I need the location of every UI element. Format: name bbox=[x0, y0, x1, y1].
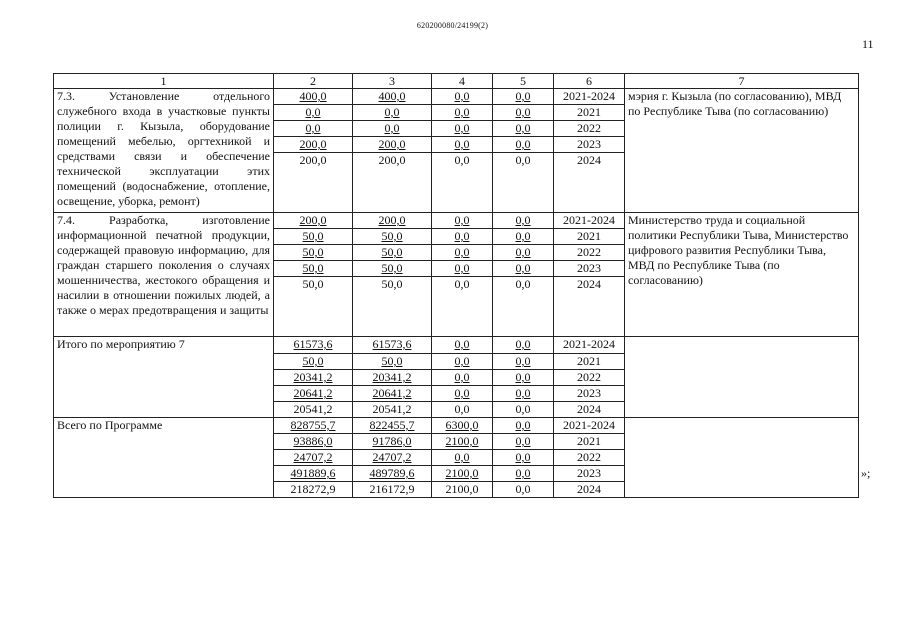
value-cell: 0,0 bbox=[493, 370, 554, 386]
value-cell: 0,0 bbox=[432, 261, 493, 277]
value-cell: 0,0 bbox=[493, 229, 554, 245]
period-cell: 2021 bbox=[554, 434, 625, 450]
value-cell: 0,0 bbox=[493, 450, 554, 466]
page-number: 11 bbox=[862, 37, 874, 51]
value-cell: 20641,2 bbox=[353, 386, 432, 402]
period-cell: 2023 bbox=[554, 261, 625, 277]
value-cell: 61573,6 bbox=[274, 337, 353, 354]
value-cell: 20641,2 bbox=[274, 386, 353, 402]
period-cell: 2023 bbox=[554, 137, 625, 153]
period-cell: 2023 bbox=[554, 386, 625, 402]
value-cell: 216172,9 bbox=[353, 482, 432, 498]
value-cell: 0,0 bbox=[432, 229, 493, 245]
value-cell: 0,0 bbox=[432, 337, 493, 354]
header-cell: 4 bbox=[432, 74, 493, 89]
value-cell: 50,0 bbox=[274, 229, 353, 245]
value-cell: 0,0 bbox=[432, 402, 493, 418]
value-cell: 20341,2 bbox=[274, 370, 353, 386]
value-cell: 50,0 bbox=[353, 354, 432, 370]
value-cell: 200,0 bbox=[353, 213, 432, 229]
value-cell: 20541,2 bbox=[274, 402, 353, 418]
period-cell: 2024 bbox=[554, 482, 625, 498]
header-cell: 3 bbox=[353, 74, 432, 89]
value-cell: 400,0 bbox=[353, 89, 432, 105]
period-cell: 2022 bbox=[554, 450, 625, 466]
value-cell: 50,0 bbox=[353, 245, 432, 261]
value-cell: 2100,0 bbox=[432, 482, 493, 498]
value-cell: 200,0 bbox=[274, 213, 353, 229]
measure-7-4-executor: Министерство труда и социальной политики Республики Тыва, Министерство цифрового развития Республики Тыва, МВД по Республике Тыва (по согласованию) bbox=[625, 213, 859, 337]
value-cell: 0,0 bbox=[493, 245, 554, 261]
value-cell: 2100,0 bbox=[432, 434, 493, 450]
value-cell: 0,0 bbox=[493, 482, 554, 498]
value-cell: 0,0 bbox=[432, 277, 493, 337]
value-cell: 50,0 bbox=[274, 261, 353, 277]
table-row bbox=[54, 418, 859, 434]
period-cell: 2021-2024 bbox=[554, 89, 625, 105]
value-cell: 0,0 bbox=[493, 105, 554, 121]
value-cell: 20341,2 bbox=[353, 370, 432, 386]
period-cell: 2021-2024 bbox=[554, 337, 625, 354]
table-row bbox=[54, 213, 859, 229]
program-total-label: Всего по Программе bbox=[54, 418, 274, 498]
value-cell: 0,0 bbox=[493, 337, 554, 354]
value-cell: 0,0 bbox=[274, 105, 353, 121]
header-row bbox=[54, 74, 859, 89]
period-cell: 2024 bbox=[554, 402, 625, 418]
value-cell: 0,0 bbox=[432, 354, 493, 370]
value-cell: 0,0 bbox=[432, 89, 493, 105]
value-cell: 91786,0 bbox=[353, 434, 432, 450]
value-cell: 93886,0 bbox=[274, 434, 353, 450]
value-cell: 822455,7 bbox=[353, 418, 432, 434]
document-id: 620200080/24199(2) bbox=[416, 21, 489, 30]
value-cell: 0,0 bbox=[493, 418, 554, 434]
period-cell: 2024 bbox=[554, 153, 625, 213]
header-cell: 6 bbox=[554, 74, 625, 89]
measure-7-3-executor: мэрия г. Кызыла (по согласованию), МВД по Республике Тыва (по согласованию) bbox=[625, 89, 859, 213]
value-cell: 2100,0 bbox=[432, 466, 493, 482]
value-cell: 50,0 bbox=[353, 229, 432, 245]
value-cell: 0,0 bbox=[493, 153, 554, 213]
value-cell: 0,0 bbox=[493, 121, 554, 137]
value-cell: 200,0 bbox=[353, 137, 432, 153]
value-cell: 24707,2 bbox=[274, 450, 353, 466]
header-cell: 7 bbox=[625, 74, 859, 89]
period-cell: 2022 bbox=[554, 370, 625, 386]
value-cell: 0,0 bbox=[353, 121, 432, 137]
program-total-executor bbox=[625, 418, 859, 498]
value-cell: 218272,9 bbox=[274, 482, 353, 498]
value-cell: 0,0 bbox=[274, 121, 353, 137]
value-cell: 0,0 bbox=[432, 121, 493, 137]
value-cell: 50,0 bbox=[353, 261, 432, 277]
value-cell: 491889,6 bbox=[274, 466, 353, 482]
value-cell: 0,0 bbox=[353, 105, 432, 121]
header-cell: 1 bbox=[54, 74, 274, 89]
header-cell: 2 bbox=[274, 74, 353, 89]
value-cell: 50,0 bbox=[353, 277, 432, 337]
value-cell: 0,0 bbox=[493, 434, 554, 450]
value-cell: 0,0 bbox=[493, 89, 554, 105]
value-cell: 0,0 bbox=[493, 466, 554, 482]
value-cell: 0,0 bbox=[493, 354, 554, 370]
subtotal-measure-7-label: Итого по мероприятию 7 bbox=[54, 337, 274, 418]
value-cell: 0,0 bbox=[432, 450, 493, 466]
value-cell: 828755,7 bbox=[274, 418, 353, 434]
period-cell: 2022 bbox=[554, 121, 625, 137]
value-cell: 20541,2 bbox=[353, 402, 432, 418]
value-cell: 0,0 bbox=[432, 213, 493, 229]
subtotal-measure-7-executor bbox=[625, 337, 859, 418]
value-cell: 61573,6 bbox=[353, 337, 432, 354]
period-cell: 2023 bbox=[554, 466, 625, 482]
period-cell: 2021 bbox=[554, 229, 625, 245]
measure-7-3-name: 7.3. Установление отдельного служебного входа в участковые пункты полиции г. Кызыла, оборудование помещений мебелью, оргтехникой и средствами связи и обеспечение технической эксплуатации этих помещений (водоснабжение, отопление, освещение, уборка, ремонт) bbox=[54, 89, 274, 213]
value-cell: 200,0 bbox=[274, 137, 353, 153]
header-cell: 5 bbox=[493, 74, 554, 89]
period-cell: 2021-2024 bbox=[554, 213, 625, 229]
table-row bbox=[54, 89, 859, 105]
value-cell: 0,0 bbox=[493, 277, 554, 337]
value-cell: 50,0 bbox=[274, 354, 353, 370]
measure-7-4-name: 7.4. Разработка, изготовление информационной печатной продукции, содержащей правовую информацию, для граждан старшего поколения о случаях мошенничества, жестокого обращения и насилии в отношении пожилых людей, а также о мерах предотвращения и защиты bbox=[54, 213, 274, 337]
period-cell: 2021 bbox=[554, 354, 625, 370]
value-cell: 400,0 bbox=[274, 89, 353, 105]
value-cell: 50,0 bbox=[274, 245, 353, 261]
value-cell: 489789,6 bbox=[353, 466, 432, 482]
period-cell: 2022 bbox=[554, 245, 625, 261]
value-cell: 0,0 bbox=[493, 386, 554, 402]
value-cell: 0,0 bbox=[432, 137, 493, 153]
table-row bbox=[54, 337, 859, 354]
value-cell: 200,0 bbox=[274, 153, 353, 213]
program-budget-table bbox=[53, 73, 859, 498]
value-cell: 0,0 bbox=[493, 402, 554, 418]
value-cell: 6300,0 bbox=[432, 418, 493, 434]
closing-quote-mark: »; bbox=[861, 466, 871, 480]
period-cell: 2021 bbox=[554, 105, 625, 121]
value-cell: 0,0 bbox=[493, 261, 554, 277]
value-cell: 0,0 bbox=[493, 213, 554, 229]
value-cell: 0,0 bbox=[432, 153, 493, 213]
value-cell: 0,0 bbox=[432, 386, 493, 402]
value-cell: 200,0 bbox=[353, 153, 432, 213]
period-cell: 2021-2024 bbox=[554, 418, 625, 434]
value-cell: 0,0 bbox=[432, 370, 493, 386]
value-cell: 0,0 bbox=[493, 137, 554, 153]
value-cell: 24707,2 bbox=[353, 450, 432, 466]
value-cell: 0,0 bbox=[432, 105, 493, 121]
value-cell: 50,0 bbox=[274, 277, 353, 337]
value-cell: 0,0 bbox=[432, 245, 493, 261]
period-cell: 2024 bbox=[554, 277, 625, 337]
